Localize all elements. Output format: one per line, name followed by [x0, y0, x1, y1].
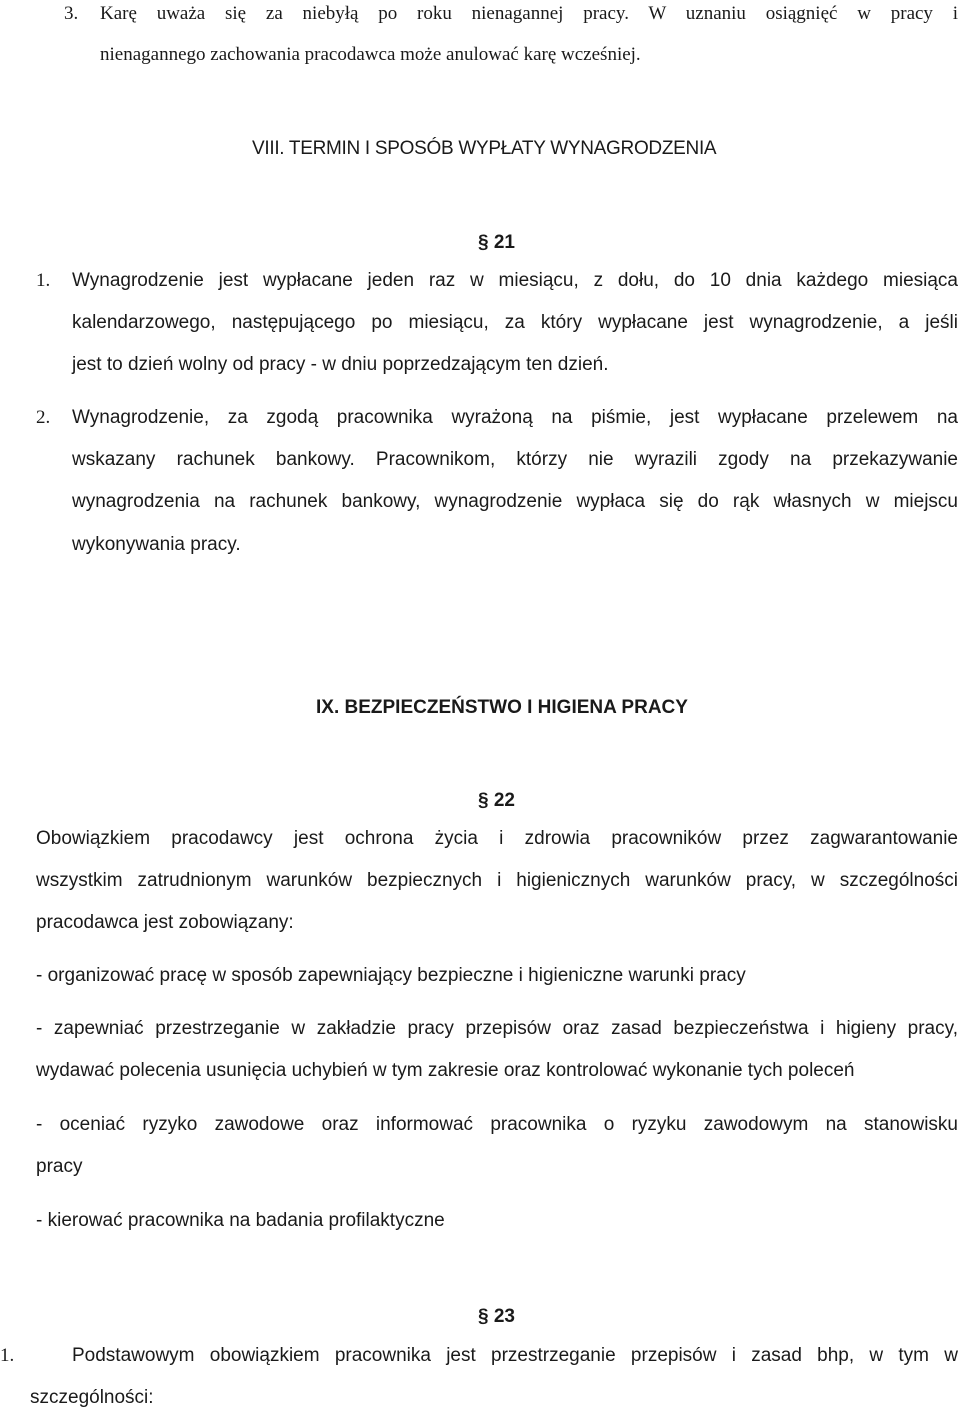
body-text-line: szczególności:	[30, 1387, 154, 1408]
duty-list-item: - organizować pracę w sposób zapewniający bezpieczne i higieniczne warunki pracy	[36, 965, 746, 986]
section-heading: VIII. TERMIN I SPOSÓB WYPŁATY WYNAGRODZENIA	[252, 138, 717, 159]
item-number: 1.	[0, 1345, 15, 1366]
body-text-line: kalendarzowego, następującego po miesiącu, za który wypłacane jest wynagrodzenie, a jeśli	[72, 312, 958, 333]
body-text-line: jest to dzień wolny od pracy - w dniu poprzedzającym ten dzień.	[72, 354, 609, 375]
item-number: 2.	[36, 407, 51, 428]
body-text-line: pracodawca jest zobowiązany:	[36, 912, 294, 933]
body-text-line: wszystkim zatrudnionym warunków bezpiecznych i higienicznych warunków pracy, w szczególności	[36, 870, 958, 891]
duty-list-item-continuation: wydawać polecenia usunięcia uchybień w tym zakresie oraz kontrolować wykonanie tych poleceń	[36, 1060, 855, 1081]
duty-list-item-continuation: pracy	[36, 1156, 83, 1177]
duty-list-item: - zapewniać przestrzeganie w zakładzie pracy przepisów oraz zasad bezpieczeństwa i higieny pracy,	[36, 1018, 958, 1039]
paragraph-mark: § 22	[478, 790, 515, 811]
body-text-line: Podstawowym obowiązkiem pracownika jest przestrzeganie przepisów i zasad bhp, w tym w	[72, 1345, 958, 1366]
paragraph-mark: § 23	[478, 1306, 515, 1327]
body-text-line: wynagrodzenia na rachunek bankowy, wynagrodzenie wypłaca się do rąk własnych w miejscu	[72, 491, 958, 512]
item-number: 1.	[36, 270, 51, 291]
duty-list-item: - kierować pracownika na badania profilaktyczne	[36, 1210, 445, 1231]
duty-list-item: - oceniać ryzyko zawodowe oraz informować pracownika o ryzyku zawodowym na stanowisku	[36, 1114, 958, 1135]
body-text-line: Obowiązkiem pracodawcy jest ochrona życia i zdrowia pracowników przez zagwarantowanie	[36, 828, 958, 849]
item-number: 3.	[64, 3, 79, 24]
body-text-line: nienagannego zachowania pracodawca może anulować karę wcześniej.	[100, 44, 641, 65]
body-text-line: wskazany rachunek bankowy. Pracownikom, którzy nie wyrazili zgody na przekazywanie	[72, 449, 958, 470]
section-heading: IX. BEZPIECZEŃSTWO I HIGIENA PRACY	[316, 697, 688, 718]
paragraph-mark: § 21	[478, 232, 515, 253]
body-text-line: Karę uważa się za niebyłą po roku nienagannej pracy. W uznaniu osiągnięć w pracy i	[100, 3, 958, 24]
body-text-line: Wynagrodzenie, za zgodą pracownika wyrażoną na piśmie, jest wypłacane przelewem na	[72, 407, 958, 428]
body-text-line: Wynagrodzenie jest wypłacane jeden raz w miesiącu, z dołu, do 10 dnia każdego miesiąca	[72, 270, 958, 291]
body-text-line: wykonywania pracy.	[72, 534, 241, 555]
